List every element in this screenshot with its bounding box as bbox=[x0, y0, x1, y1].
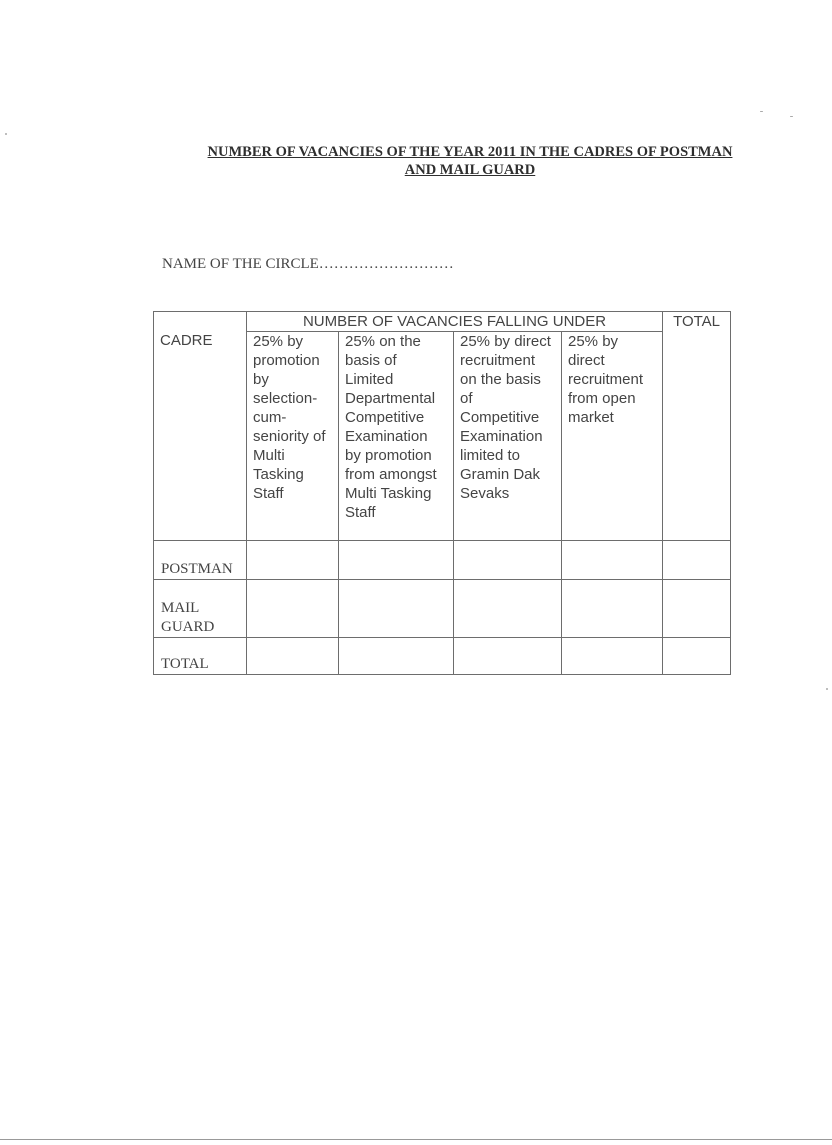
scan-speck bbox=[826, 688, 828, 690]
row-label-mail-guard: MAIL GUARD bbox=[154, 580, 247, 638]
vacancies-group-header: NUMBER OF VACANCIES FALLING UNDER bbox=[247, 312, 663, 332]
table-cell bbox=[247, 638, 339, 675]
table-cell bbox=[247, 580, 339, 638]
table-row bbox=[154, 638, 731, 675]
scan-speck bbox=[5, 133, 7, 135]
table-cell bbox=[247, 541, 339, 580]
table-cell bbox=[562, 580, 663, 638]
table-cell bbox=[562, 638, 663, 675]
row-label-postman: POSTMAN bbox=[154, 541, 247, 580]
sub-header-open-market: 25% by direct recruitment from open market bbox=[562, 332, 663, 541]
table-cell bbox=[663, 541, 731, 580]
title-line-2: AND MAIL GUARD bbox=[404, 162, 536, 178]
table-cell bbox=[454, 638, 562, 675]
scan-speck bbox=[760, 111, 763, 112]
vacancy-table bbox=[153, 311, 731, 675]
total-header: TOTAL bbox=[663, 312, 731, 541]
table-cell bbox=[663, 638, 731, 675]
table-cell bbox=[454, 541, 562, 580]
scan-speck bbox=[790, 116, 793, 117]
table-cell bbox=[454, 580, 562, 638]
sub-header-ldce: 25% on the basis of Limited Departmental Competitive Examination by promotion from amongst Multi Tasking Staff bbox=[339, 332, 454, 541]
table-cell bbox=[663, 580, 731, 638]
table-cell bbox=[339, 580, 454, 638]
circle-name-field: NAME OF THE CIRCLE……………………… bbox=[162, 256, 454, 272]
document-title bbox=[160, 143, 780, 179]
table-cell bbox=[339, 638, 454, 675]
table-cell bbox=[339, 541, 454, 580]
cadre-header: CADRE bbox=[154, 312, 247, 541]
sub-header-promotion-seniority: 25% by promotion by selection-cum-seniority of Multi Tasking Staff bbox=[247, 332, 339, 541]
table-row bbox=[154, 580, 731, 638]
table-cell bbox=[562, 541, 663, 580]
sub-header-gds-recruitment: 25% by direct recruitment on the basis of Competitive Examination limited to Gramin Dak Sevaks bbox=[454, 332, 562, 541]
scan-edge-line bbox=[0, 1139, 832, 1140]
title-line-1: NUMBER OF VACANCIES OF THE YEAR 2011 IN THE CADRES OF POSTMAN bbox=[207, 144, 733, 160]
row-label-total: TOTAL bbox=[154, 638, 247, 675]
table-row bbox=[154, 541, 731, 580]
